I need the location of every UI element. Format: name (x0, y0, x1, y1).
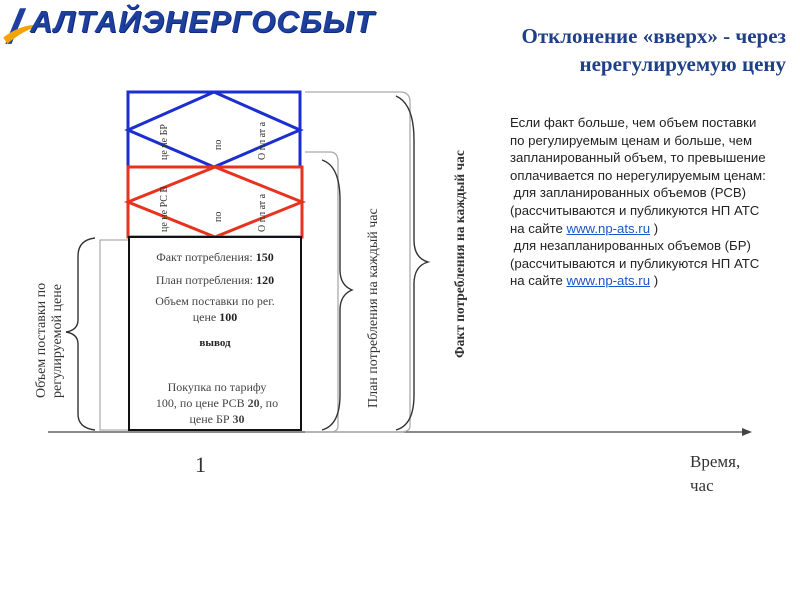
rsv-col1: О пл ат а (257, 193, 268, 232)
title-line-2: нерегулируемую цену (579, 52, 786, 76)
hour-number-label: 1 (195, 452, 206, 477)
purchase-br-value: 30 (232, 412, 245, 426)
br-link[interactable]: www.np-ats.ru (566, 273, 651, 289)
time-axis-arrowhead (742, 428, 752, 436)
plan-each-hour-label: План потребления на каждый час (366, 208, 381, 408)
purchase-rsv-value: 20 (247, 396, 260, 410)
output-arrow-label: вывод (199, 337, 231, 349)
fact-label: Факт потребления: (156, 250, 256, 264)
explanation-main: Если факт больше, чем объем поставки по регулируемым ценам и больше, чем запланированный объем, то превышение оплачивается по нерегулируемым ценам: (510, 115, 766, 183)
time-axis-label-line1: Время, (690, 452, 741, 471)
purchase-br-label: цене БР (189, 412, 233, 426)
rsv-link[interactable]: www.np-ats.ru (566, 220, 651, 236)
rsv-suffix: ) (653, 220, 659, 236)
br-col3: це не БР (159, 124, 170, 160)
title-line-1: Отклонение «вверх» - через (521, 24, 786, 48)
br-col2: по (213, 139, 224, 150)
fact-each-hour-label: Факт потребления на каждый час (452, 150, 467, 358)
plan-value: 120 (256, 273, 275, 287)
plan-consumption (130, 273, 300, 288)
br-text: для незапланированных объемов (БР) (рассчитываются и публикуются НП АТС на сайте (510, 238, 760, 289)
reg-value: 100 (219, 310, 238, 324)
purchase-line3 (136, 411, 298, 427)
fact-bracket (305, 92, 410, 432)
plan-label: План потребления: (155, 273, 257, 287)
reg-volume-line1: Объем поставки по рег. (155, 294, 275, 308)
reg-volume-label (34, 283, 66, 398)
reg-volume-outline (100, 240, 130, 430)
purchase-line2 (136, 395, 298, 411)
purchase-rsv-suffix: , по (259, 396, 279, 410)
fact-brace (396, 96, 428, 430)
rsv-text: для запланированных объемов (РСВ) (рассчитываются и публикуются НП АТС на сайте (510, 185, 760, 236)
fact-consumption (130, 250, 300, 265)
reg-volume-brace (66, 238, 95, 430)
reg-volume-label-line2: регулируемой цене (50, 284, 65, 398)
br-col1: О пл ат а (257, 121, 268, 160)
time-axis-label-line2: час (690, 476, 714, 495)
reg-volume-label-line1: Объем поставки по (34, 282, 49, 398)
purchase-rsv-label: 100, по цене РСВ (155, 396, 248, 410)
logo-text: АЛТАЙЭНЕРГОСБЫТ (30, 4, 375, 39)
purchase-line1: Покупка по тарифу (167, 380, 267, 394)
reg-volume-line2 (130, 310, 300, 325)
rsv-col2: по (213, 211, 224, 222)
plan-bracket (305, 152, 338, 432)
br-suffix: ) (653, 273, 659, 289)
consumption-box (128, 236, 302, 431)
time-axis-label (690, 450, 740, 498)
rsv-col3: це не РС В (159, 185, 170, 232)
fact-value: 150 (255, 250, 274, 264)
plan-brace (322, 160, 352, 430)
reg-label: цене (192, 310, 220, 324)
